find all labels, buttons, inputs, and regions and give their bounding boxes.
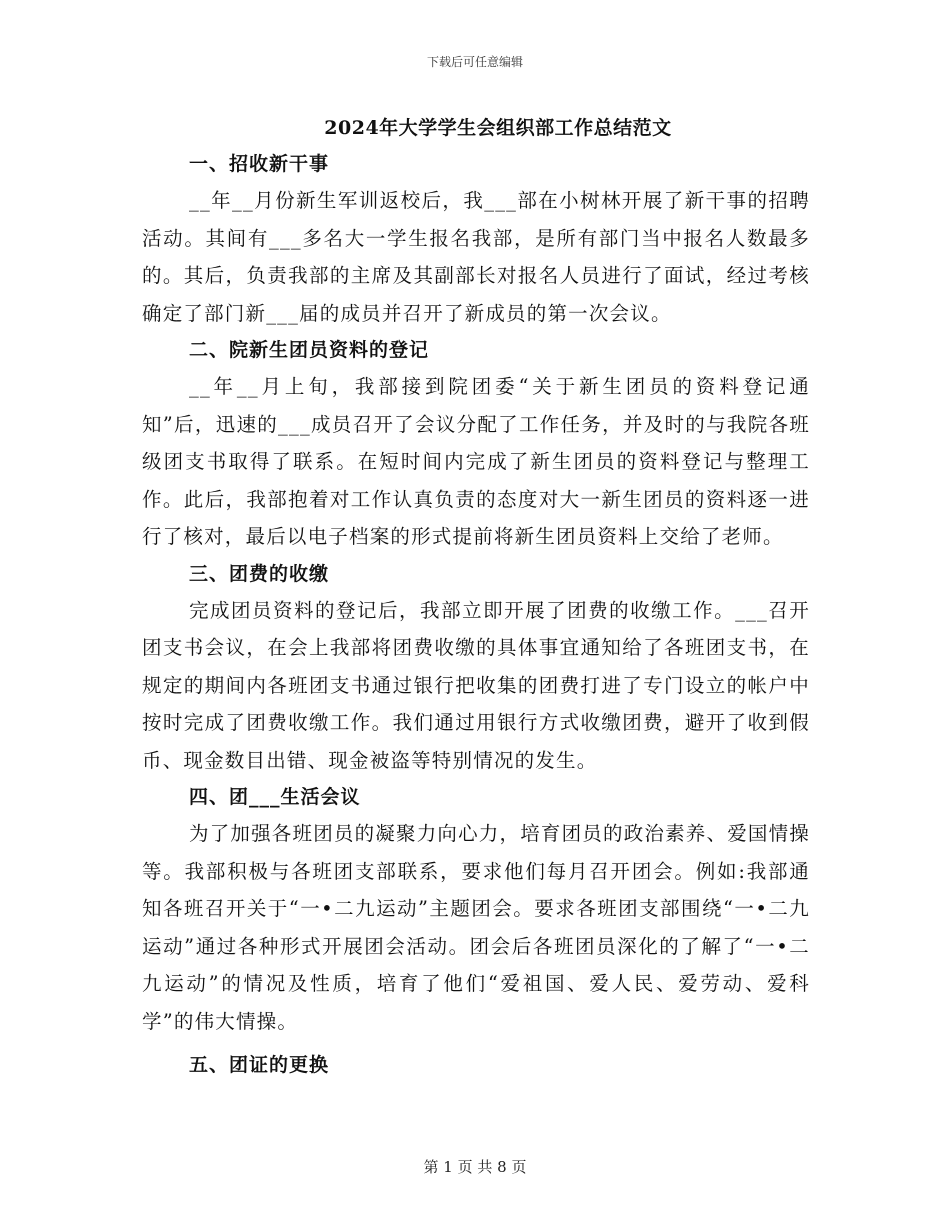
section-heading-4: 四、团___生活会议 xyxy=(189,786,361,808)
page-footer: 第 1 页 共 8 页 xyxy=(423,1158,527,1176)
section-paragraph-2: __年__月上旬，我部接到院团委“关于新生团员的资料登记通知”后，迅速的___成员召开了会议分配了工作任务，并及时的与我院各班级团支书取得了联系。在短时间内完成了新生团员的资料登记与整理工作。此后，我部抱着对工作认真负责的态度对大一新生团员的资料逐一进行了核对，最后以电子档案的形式提前将新生团员资料上交给了老师。 xyxy=(142,375,810,548)
document-body xyxy=(142,146,810,1086)
section-heading-1: 一、招收新干事 xyxy=(189,153,330,175)
section-paragraph-1: __年__月份新生军训返校后，我___部在小树林开展了新干事的招聘活动。其间有___多名大一学生报名我部，是所有部门当中报名人数最多的。其后，负责我部的主席及其副部长对报名人员进行了面试，经过考核确定了部门新___届的成员并召开了新成员的第一次会议。 xyxy=(142,189,810,325)
section-heading-5: 五、团证的更换 xyxy=(189,1054,330,1076)
header-note: 下载后可任意编辑 xyxy=(426,55,523,69)
section-heading-2: 二、院新生团员资料的登记 xyxy=(189,339,430,361)
section-paragraph-3: 完成团员资料的登记后，我部立即开展了团费的收缴工作。___召开团支书会议，在会上我部将团费收缴的具体事宜通知给了各班团支书，在规定的期间内各班团支书通过银行把收集的团费打进了专门设立的帐户中按时完成了团费收缴工作。我们通过用银行方式收缴团费，避开了收到假币、现金数目出错、现金被盗等特别情况的发生。 xyxy=(142,598,810,772)
section-heading-3: 三、团费的收缴 xyxy=(189,562,330,585)
section-paragraph-4: 为了加强各班团员的凝聚力向心力，培育团员的政治素养、爱国情操等。我部积极与各班团支部联系，要求他们每月召开团会。例如:我部通知各班召开关于“一•二九运动”主题团会。要求各班团支部围绕“一•二九运动”通过各种形式开展团会活动。团会后各班团员深化的了解了“一•二九运动”的情况及性质，培育了他们“爱祖国、爱人民、爱劳动、爱科学”的伟大情操。 xyxy=(142,822,811,1033)
document-title: 2024年大学学生会组织部工作总结范文 xyxy=(324,117,672,139)
